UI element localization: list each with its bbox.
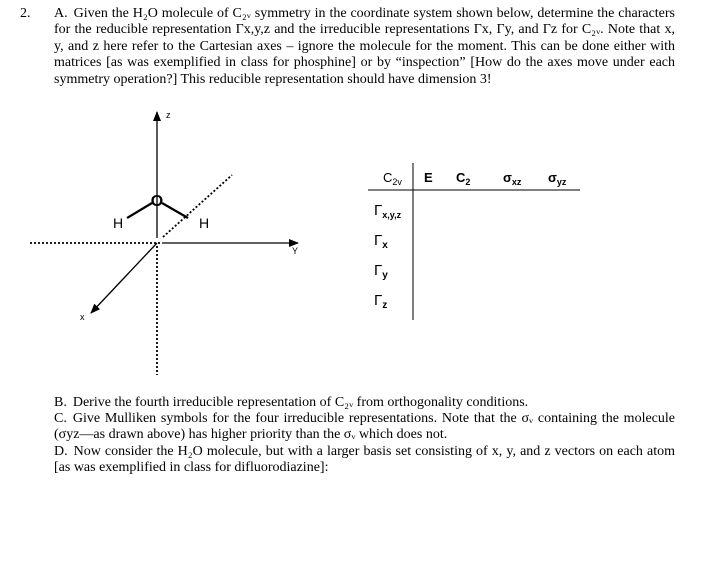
row-gamma-xyz-subscript: x,y,z (382, 210, 402, 220)
axis-z-label: z (166, 110, 171, 120)
row-gamma-z-subscript: z (382, 300, 388, 311)
row-gamma-y-subscript: y (382, 270, 388, 281)
part-d-text: Now consider the H₂O molecule, but with a larger basis set consisting of x, y, and z vectors on each atom [as was exemplified in class for difluorodiazine]: (54, 444, 675, 476)
axis-x-label: x (80, 312, 85, 322)
part-c-text: Give Mulliken symbols for the four irreducible representations. Note that the σᵥ containing the molecule (σyz—as drawn above) has higher priority than the σᵥ which does not. (54, 411, 675, 443)
coordinate-axes (30, 110, 298, 375)
part-c (54, 411, 675, 444)
question-number: 2. (20, 6, 31, 21)
group-symbol: C (383, 170, 393, 185)
character-table (368, 163, 580, 320)
header-sigma-yz-symbol: σ (548, 170, 557, 185)
header-e (424, 170, 433, 185)
x-axis-dashed (163, 175, 232, 237)
row-gamma-y-symbol: Γ (374, 262, 383, 279)
part-b-letter: B. (54, 395, 67, 410)
part-a-text: Given the H₂O molecule of C₂ᵥ symmetry in the coordinate system shown below, determine the characters for the reducible representation Γx,y,z and the irreducible representations Γx, Γy, and Γz for C₂ᵥ. Note that x, y, and z here refer to the Cartesian axes – ignore the molecule for the moment. This can be done either with matrices [as was exemplified in class for phosphine] or by “inspection” [How do the axes move under each symmetry operation?] This reducible representation should have dimension 3! (54, 6, 675, 87)
row-gamma-x-subscript: x (382, 240, 388, 251)
water-molecule (113, 193, 209, 231)
header-sigma-xz-subscript: xz (511, 177, 522, 187)
axis-y-label: Y (292, 246, 299, 256)
part-d (54, 444, 675, 477)
row-gamma-xyz (374, 202, 402, 220)
row-gamma-x (374, 232, 388, 251)
part-c-letter: C. (54, 411, 67, 426)
header-c2 (456, 170, 470, 187)
header-c2-symbol: C (456, 170, 466, 185)
header-sigma-yz-subscript: yz (556, 177, 567, 187)
header-e-symbol: E (424, 170, 433, 185)
header-sigma-yz (548, 170, 567, 187)
o-h-bond-right (162, 203, 188, 218)
group-subscript: 2v (392, 177, 402, 187)
row-gamma-x-symbol: Γ (374, 232, 383, 249)
header-sigma-xz (503, 170, 522, 187)
atom-h-left: H (112, 215, 124, 231)
row-gamma-z (374, 292, 387, 311)
part-a-letter: A. (54, 6, 68, 21)
row-gamma-xyz-symbol: Γ (374, 202, 383, 219)
table-group-label (383, 170, 402, 187)
part-d-letter: D. (54, 444, 68, 459)
o-h-bond-left (127, 203, 152, 218)
atom-h-right: H (198, 215, 210, 231)
atom-o: O (150, 193, 164, 210)
row-gamma-z-symbol: Γ (374, 292, 383, 309)
x-axis-solid (91, 243, 157, 313)
header-sigma-xz-symbol: σ (503, 170, 512, 185)
row-gamma-y (374, 262, 388, 281)
header-c2-subscript: 2 (465, 177, 471, 187)
part-b (54, 395, 675, 411)
part-b-text: Derive the fourth irreducible representation of C₂ᵥ from orthogonality conditions. (72, 395, 529, 410)
